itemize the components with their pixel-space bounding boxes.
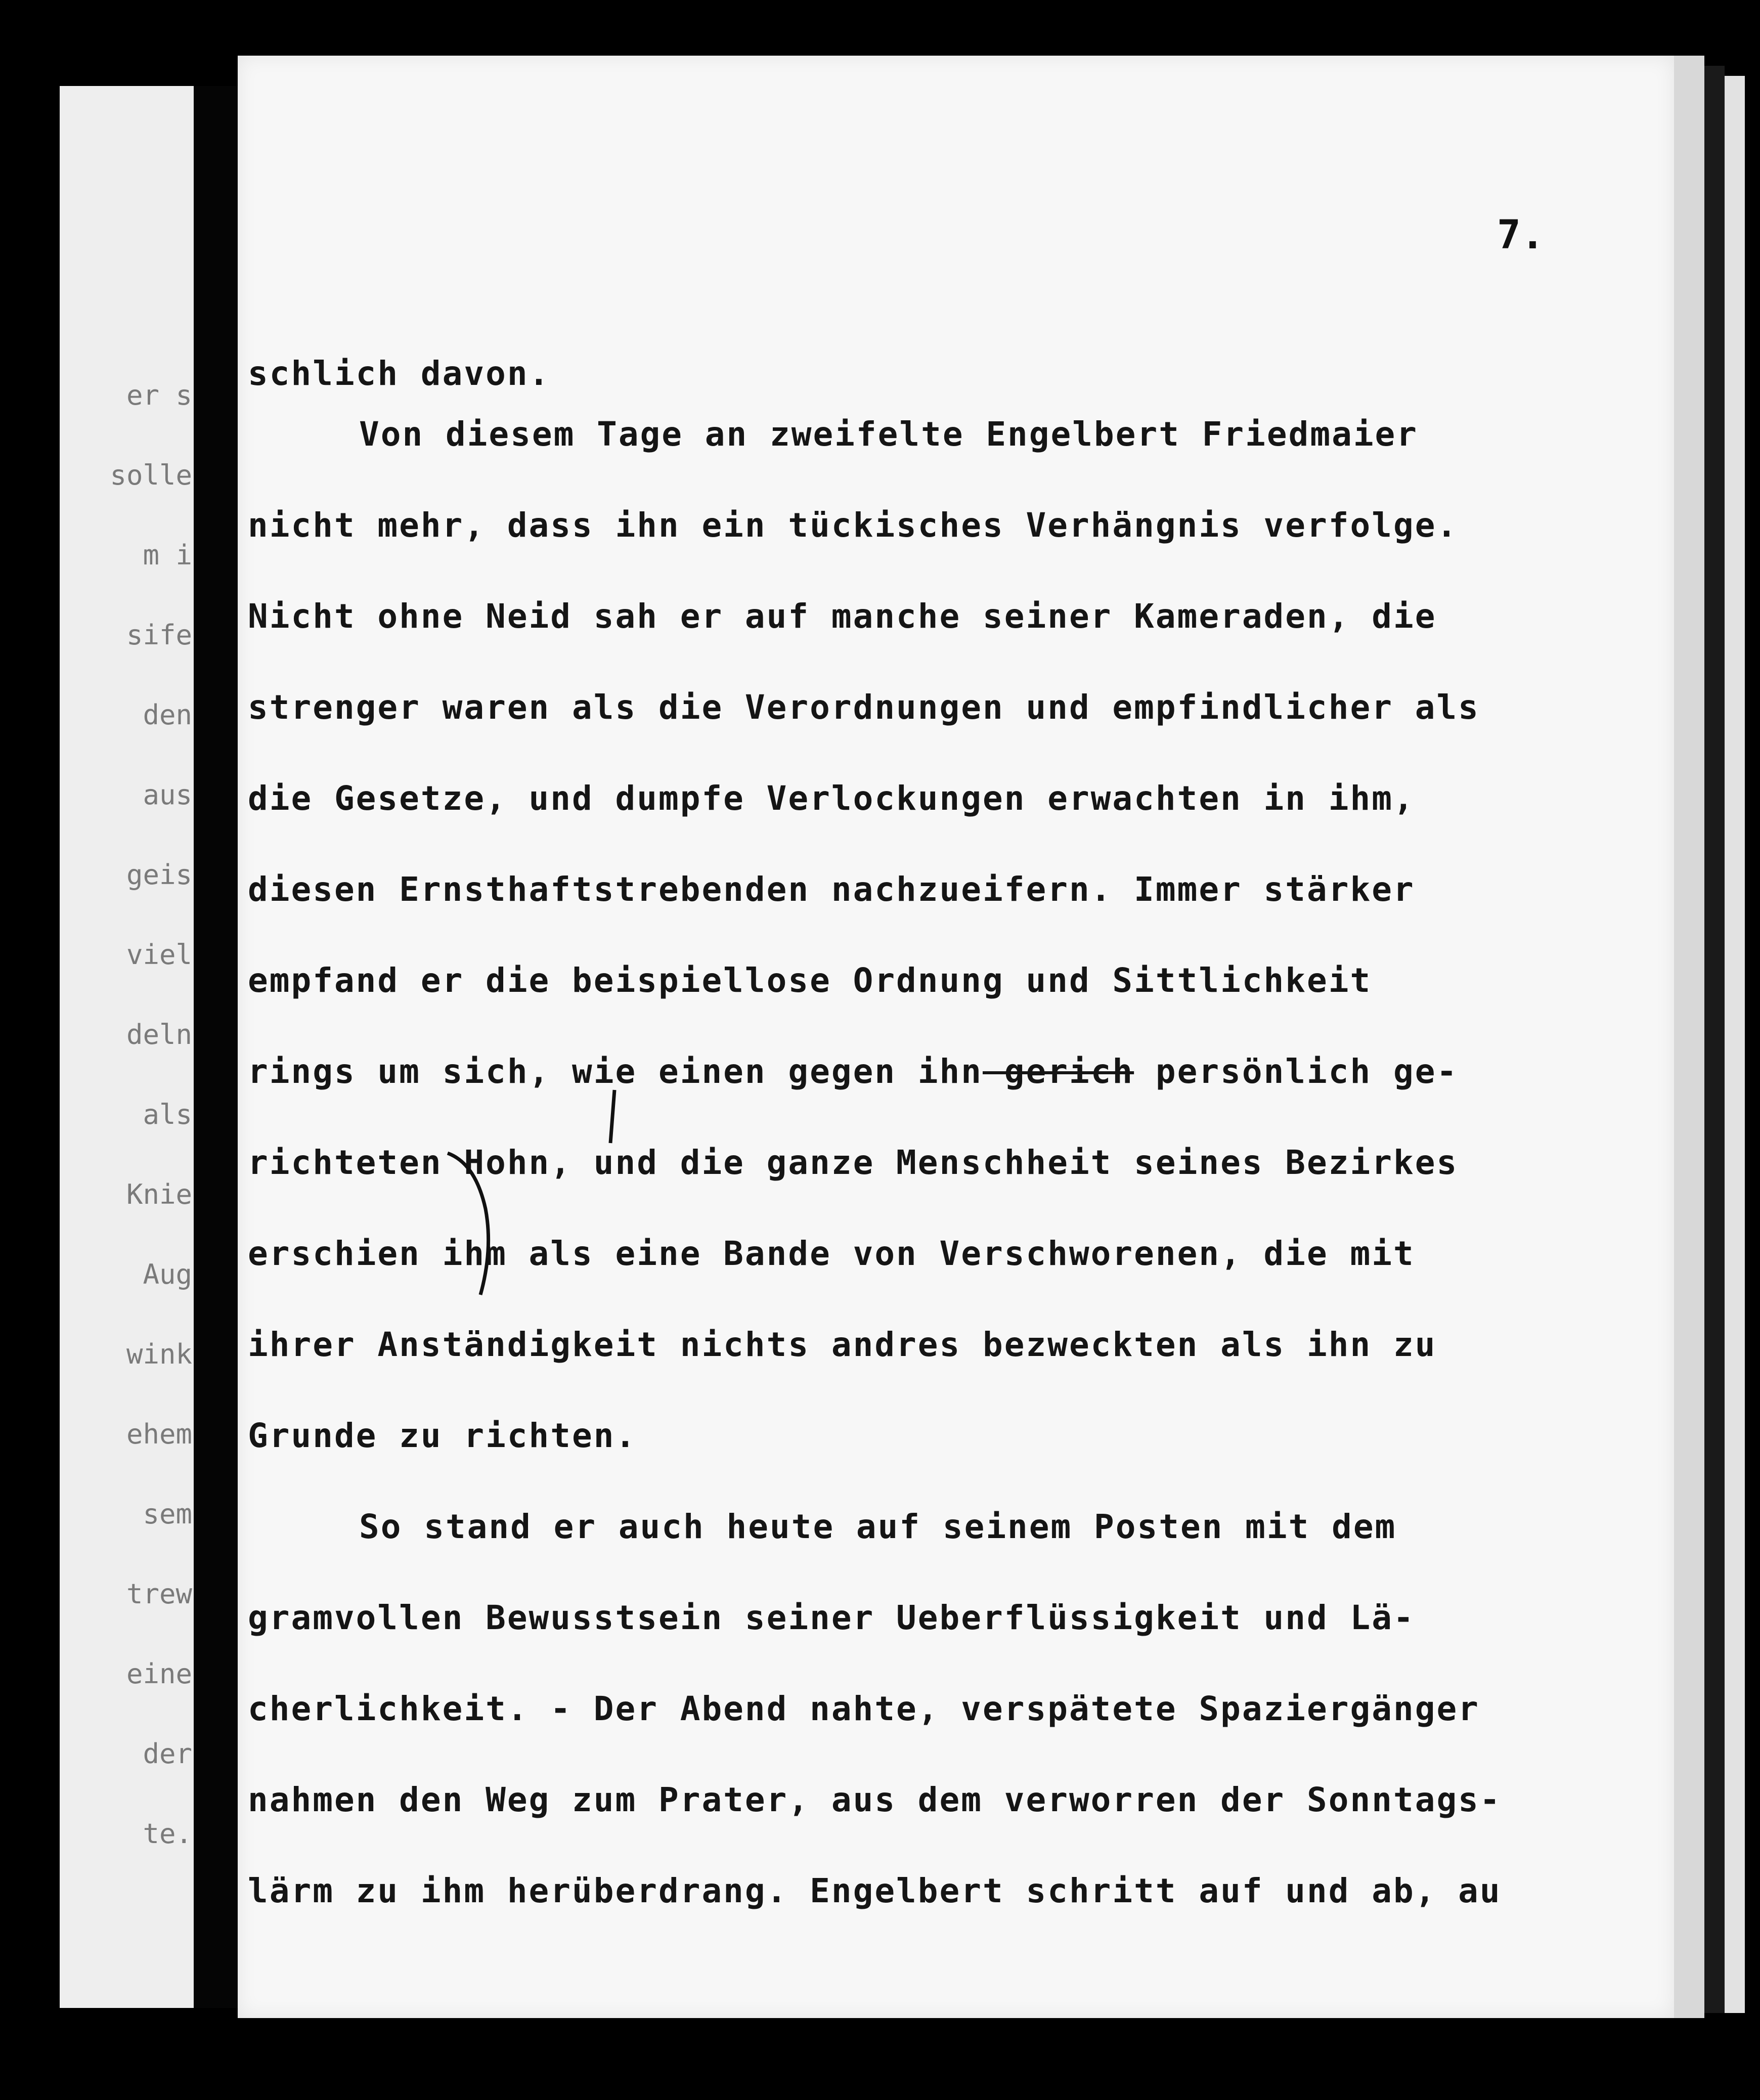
margin-fragment: als: [143, 1099, 192, 1130]
line-text: nahmen den Weg zum Prater, aus dem verworren der Sonntags-: [248, 1780, 1502, 1819]
margin-fragment: aus: [143, 779, 192, 811]
text-line: [248, 1052, 1458, 1091]
page-number: 7.: [1497, 212, 1545, 258]
margin-fragment: Knie: [126, 1178, 192, 1210]
text-line: [248, 1416, 637, 1455]
margin-fragment: eine: [126, 1658, 192, 1690]
margin-fragment: er s: [126, 379, 192, 411]
scan-border-left: [0, 0, 60, 2100]
line-text: strenger waren als die Verordnungen und empfindlicher als: [248, 688, 1480, 727]
margin-fragment: trew: [126, 1578, 192, 1610]
text-line: [248, 1689, 1480, 1728]
text-line: [359, 415, 1418, 454]
line-text: Grunde zu richten.: [248, 1416, 637, 1455]
handwritten-insertion-mark: [445, 1143, 501, 1305]
handwritten-comma-mark: [599, 1087, 620, 1148]
line-text: cherlichkeit. - Der Abend nahte, verspätete Spaziergänger: [248, 1689, 1480, 1728]
page-edge-next: [1725, 76, 1745, 2013]
line-text: Nicht ohne Neid sah er auf manche seiner Kameraden, die: [248, 597, 1437, 636]
binding-spine: [194, 86, 244, 2008]
line-text: rings um sich, wie einen gegen ihn: [248, 1052, 983, 1091]
line-text: empfand er die beispiellose Ordnung und Sittlichkeit: [248, 961, 1372, 1000]
line-text: erschien ihm als eine Bande von Verschworenen, die mit: [248, 1234, 1415, 1273]
text-line: [248, 354, 550, 393]
line-text: die Gesetze, und dumpfe Verlockungen erwachten in ihm,: [248, 779, 1415, 818]
page-edge-right: [1674, 56, 1704, 2018]
text-line: [248, 870, 1415, 909]
text-line: [248, 961, 1372, 1000]
line-text-continued: persönlich ge-: [1134, 1052, 1459, 1091]
text-line: [359, 1507, 1396, 1546]
line-text: richteten Hohn, und die ganze Menschheit seines Bezirkes: [248, 1143, 1459, 1182]
page-edge-shadow: [1704, 66, 1725, 2013]
margin-fragment: wink: [126, 1338, 192, 1370]
margin-fragment: viel: [126, 939, 192, 971]
line-text: nicht mehr, dass ihn ein tückisches Verhängnis verfolge.: [248, 506, 1459, 545]
text-line: [248, 1234, 1415, 1273]
margin-fragment: te.: [143, 1818, 192, 1850]
line-text: So stand er auch heute auf seinem Posten mit dem: [359, 1507, 1397, 1546]
margin-fragment: geis: [126, 859, 192, 891]
margin-fragment: sem: [143, 1498, 192, 1530]
margin-fragment: solle: [110, 459, 192, 491]
text-line: [248, 1780, 1502, 1819]
text-line: [248, 1143, 1458, 1182]
line-text: lärm zu ihm herüberdrang. Engelbert schritt auf und ab, au: [248, 1871, 1502, 1910]
text-line: [248, 779, 1415, 818]
text-line: [248, 506, 1458, 545]
line-text: gramvollen Bewusstsein seiner Ueberflüssigkeit und Lä-: [248, 1598, 1415, 1637]
line-text: diesen Ernsthaftstrebenden nachzueifern. Immer stärker: [248, 870, 1415, 909]
margin-fragment: den: [143, 699, 192, 731]
margin-fragment: deln: [126, 1019, 192, 1051]
line-text: ihrer Anständigkeit nichts andres bezweckten als ihn zu: [248, 1325, 1437, 1364]
text-line: [248, 1598, 1415, 1637]
margin-fragment: sife: [126, 619, 192, 651]
previous-page-edge: [60, 86, 194, 2008]
margin-fragment: ehem: [126, 1418, 192, 1450]
line-text: schlich davon.: [248, 354, 551, 393]
text-line: [248, 1325, 1436, 1364]
margin-fragment: m i: [143, 539, 192, 571]
text-line: [248, 688, 1480, 727]
text-line: [248, 1871, 1502, 1910]
text-line: [248, 597, 1436, 636]
margin-fragment: Aug: [143, 1258, 192, 1290]
margin-fragment: der: [143, 1738, 192, 1770]
line-text: Von diesem Tage an zweifelte Engelbert Friedmaier: [359, 415, 1419, 454]
struck-word: gerich: [983, 1052, 1134, 1091]
